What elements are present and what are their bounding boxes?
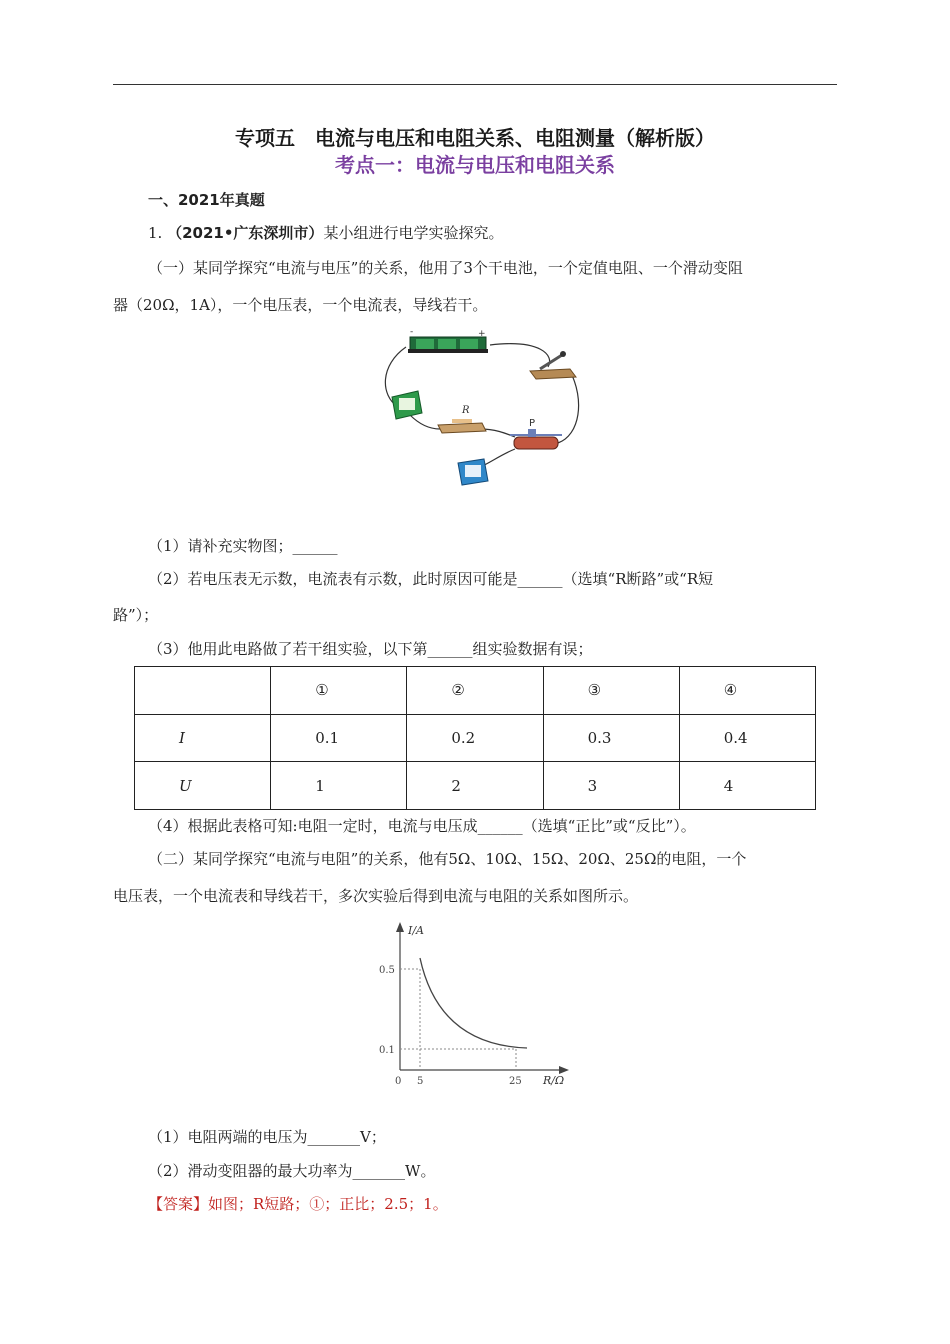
rheostat (514, 437, 558, 449)
question-1-header (148, 222, 503, 243)
wire (410, 415, 440, 429)
switch (530, 369, 576, 379)
part2-text-line2: 电压表，一个电流表和导线若干，多次实验后得到电流与电阻的关系如图所示。 (113, 887, 639, 905)
sub-question-2-line2: 路”）； (113, 606, 159, 624)
part2-sub-question-2: （2）滑动变阻器的最大功率为_______W。 (148, 1162, 436, 1180)
table-cell: ③ (543, 667, 679, 715)
table-cell: 0.3 (543, 714, 679, 762)
sub-question-4: （4）根据此表格可知:电阻一定时，电流与电压成______（选填“正比”或“反比”）。 (148, 817, 696, 835)
voltmeter-dial (399, 398, 415, 410)
table-row (135, 714, 816, 762)
part2-sub-question-1: （1）电阻两端的电压为_______V； (148, 1128, 386, 1146)
table-cell: 0.2 (407, 714, 543, 762)
battery-cell (416, 339, 434, 349)
table-cell: ② (407, 667, 543, 715)
circuit-diagram (380, 325, 580, 490)
ammeter-dial (465, 465, 481, 477)
battery-cell (438, 339, 456, 349)
page-title: 专项五 电流与电压和电阻关系、电阻测量（解析版） (235, 126, 715, 150)
battery-cell (460, 339, 478, 349)
wire (490, 344, 550, 367)
table-cell: 0.4 (679, 714, 815, 762)
rheostat-slider (528, 429, 536, 437)
answer-text: 如图；R短路；①；正比；2.5；1。 (208, 1195, 448, 1213)
table-header-row (135, 667, 816, 715)
battery-plus-label: + (478, 329, 486, 339)
table-row (135, 762, 816, 810)
switch-knob (560, 351, 566, 357)
part1-text-line2: 器（20Ω，1A），一个电压表，一个电流表，导线若干。 (113, 296, 488, 314)
section-heading: 一、2021年真题 (148, 191, 265, 209)
table-cell (135, 667, 271, 715)
x-tick-label: 25 (509, 1076, 522, 1087)
wire (558, 371, 579, 443)
part2-text-line1: （二）某同学探究“电流与电阻”的关系，他有5Ω、10Ω、15Ω、20Ω、25Ω的电阻，一个 (148, 850, 747, 868)
x-axis-arrow (559, 1066, 569, 1074)
part1-text-line1: （一）某同学探究“电流与电压”的关系，他用了3个干电池，一个定值电阻、一个滑动变阻 (148, 259, 743, 277)
rheostat-slider-label: P (529, 418, 536, 429)
table-cell: ① (271, 667, 407, 715)
resistor (438, 423, 486, 433)
current-resistance-graph (375, 918, 575, 1090)
y-axis-arrow (396, 922, 404, 932)
y-axis-label: I/A (408, 924, 424, 937)
table-row-label: I (135, 714, 271, 762)
table-cell: 2 (407, 762, 543, 810)
resistor-body (452, 419, 472, 423)
question-number: 1. (148, 224, 163, 242)
header-rule (113, 84, 837, 85)
graph-curve (420, 958, 527, 1048)
sub-question-1: （1）请补充实物图；______ (148, 537, 338, 555)
answer-line (148, 1193, 448, 1214)
x-axis-label: R/Ω (543, 1074, 565, 1087)
page-subtitle: 考点一：电流与电压和电阻关系 (335, 153, 615, 177)
y-tick-label: 0.1 (379, 1045, 395, 1056)
x-tick-label: 5 (417, 1076, 424, 1087)
sub-question-2-line1: （2）若电压表无示数，电流表有示数，此时原因可能是______（选填“R断路”或“R短 (148, 570, 714, 588)
battery-base (408, 349, 488, 353)
answer-tag: 【答案】 (148, 1195, 209, 1213)
table-cell: ④ (679, 667, 815, 715)
battery-minus-label: - (410, 327, 414, 337)
origin-label: 0 (395, 1076, 402, 1087)
question-intro: 某小组进行电学实验探究。 (323, 224, 504, 242)
table-cell: 3 (543, 762, 679, 810)
table-cell: 4 (679, 762, 815, 810)
table-cell: 1 (271, 762, 407, 810)
table-row-label: U (135, 762, 271, 810)
sub-question-3: （3）他用此电路做了若干组实验，以下第______组实验数据有误； (148, 640, 593, 658)
y-tick-label: 0.5 (379, 965, 395, 976)
table-cell: 0.1 (271, 714, 407, 762)
switch-lever (540, 355, 562, 369)
data-table (134, 666, 816, 810)
resistor-label: R (462, 405, 470, 416)
question-source: （2021•广东深圳市） (167, 224, 324, 242)
